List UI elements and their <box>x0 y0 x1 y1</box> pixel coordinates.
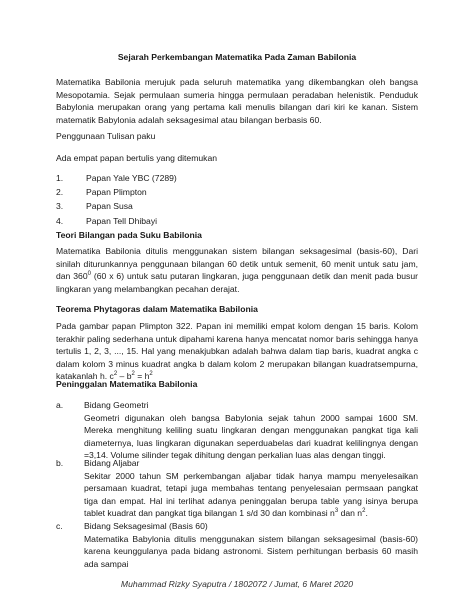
paragraph-text: = h <box>134 371 150 382</box>
tablet-list <box>56 172 418 229</box>
paragraph-text: – b <box>117 371 132 382</box>
superscript: 2 <box>113 371 118 378</box>
paragraph-text: . <box>365 508 368 519</box>
list-number: 4. <box>56 215 64 226</box>
list-intro: Ada empat papan bertulis yang ditemukan <box>56 153 217 163</box>
document-title: Sejarah Perkembangan Matematika Pada Zaman Babilonia <box>117 52 357 62</box>
paragraph-text: Pada gambar papan Plimpton 322. Papan ini memiliki empat kolom dengan 15 baris. Kolom terakhir paling sederhana untuk dipahami karena hanya mencatat nomor baris sehingga hanya tertulis 1, 2, 3, ..., 15. Hal yang menakjubkan adalah bahwa dalam tiap baris, kuadrat angka c dalam kolom 3 minus kuadrat angka b dalam kolom 2 merupakan bilangan kuadratsempurna, katakanlah h. c <box>56 321 418 382</box>
list-number: 1. <box>56 173 64 183</box>
paragraph-phytagoras <box>56 320 418 383</box>
superscript: 2 <box>131 371 135 378</box>
paragraph-text: (60 x 6) untuk satu putaran lingkaran, juga penggunaan detik dan menit pada busur lingkaran yang melambangkan pecahan derajat. <box>56 271 418 294</box>
sub-heading: Bidang Seksagesimal (Basis 60) <box>84 521 208 531</box>
list-text: Papan Susa <box>86 201 133 212</box>
list-item <box>56 186 418 200</box>
sub-body <box>84 470 418 520</box>
list-item <box>56 172 418 186</box>
subheading-tulisan-paku: Penggunaan Tulisan paku <box>56 131 156 141</box>
heading-teori-bilangan: Teori Bilangan pada Suku Babilonia <box>56 230 202 240</box>
sub-label: c. <box>56 521 63 531</box>
list-text: Papan Yale YBC (7289) <box>86 173 177 183</box>
sub-body: Geometri digunakan oleh bangsa Babylonia sejak tahun 2000 sampai 1600 SM. Mereka menghitung keliling suatu lingkaran dengan menggunakan pangkat tiga kali diameternya, luas lingkaran digunakan seperduabelas dari kuadrat kelilingnya dengan =3,14. Volume silinder tegak dihitung dengan perkalian luas alas dengan tinggi. <box>84 412 418 461</box>
list-item <box>56 215 418 229</box>
list-number: 3. <box>56 201 64 212</box>
superscript: 2 <box>362 508 366 515</box>
sub-label: a. <box>56 400 64 410</box>
paragraph-teori-bilangan <box>56 245 418 295</box>
heading-phytagoras: Teorema Phytagoras dalam Matematika Babilonia <box>56 304 258 314</box>
list-item <box>56 200 418 214</box>
sub-label: b. <box>56 458 64 468</box>
sub-item-seksagesimal <box>56 520 418 570</box>
paragraph-text: Matematika Babilonia ditulis menggunakan sistem bilangan seksagesimal (basis-60), Dari sinilah diturunkannya penggunaan bilangan 60 detik untuk semenit, 60 menit untuk satu jam, dan 360 <box>56 246 418 282</box>
list-text: Papan Plimpton <box>86 187 147 198</box>
list-number: 2. <box>56 187 64 198</box>
paragraph-text: dan n <box>338 508 363 519</box>
sub-item-aljabar <box>56 457 418 520</box>
superscript: 2 <box>149 371 153 378</box>
superscript: 3 <box>334 508 339 515</box>
superscript: 0 <box>87 271 91 278</box>
sub-item-geometri <box>56 399 418 462</box>
list-text: Papan Tell Dhibayi <box>86 215 158 226</box>
paragraph-text: Sekitar 2000 tahun SM perkembangan aljabar tidak hanya mampu menyelesaikan persamaan kuadrat, tetapi juga membahas tentang penyelesaian permsaan pangkat tiga dan empat. Hal ini terlihat adanya peninggalan berupa table yang isinya berupa tablet kuadrat dan pangkat tiga bilangan 1 s/d 30 dan kombinasi n <box>84 470 418 519</box>
intro-paragraph: Matematika Babilonia merujuk pada seluruh matematika yang dikembangkan oleh bangsa Mesopotamia. Sejak permulaan sumeria hingga permulaan peradaban helenistik. Penduduk Babylonia merupakan orang yang pertama kali menulis bilangan dari kiri ke kanan. Sistem matematik Babylonia adalah seksagesimal atau bilangan berbasis 60. <box>56 77 418 125</box>
sub-heading: Bidang Geometri <box>84 400 149 410</box>
page-footer: Muhammad Rizky Syaputra / 1802072 / Jumat, 6 Maret 2020 <box>120 579 354 589</box>
sub-body: Matematika Babylonia ditulis menggunakan sistem bilangan seksagesimal (basis-60) karena keunggulanya pada bidang astronomi. Sistem perhitungan berbasis 60 masih ada sampai <box>84 533 418 569</box>
sub-heading: Bidang Aljabar <box>84 458 140 468</box>
heading-peninggalan: Peninggalan Matematika Babilonia <box>56 379 198 389</box>
